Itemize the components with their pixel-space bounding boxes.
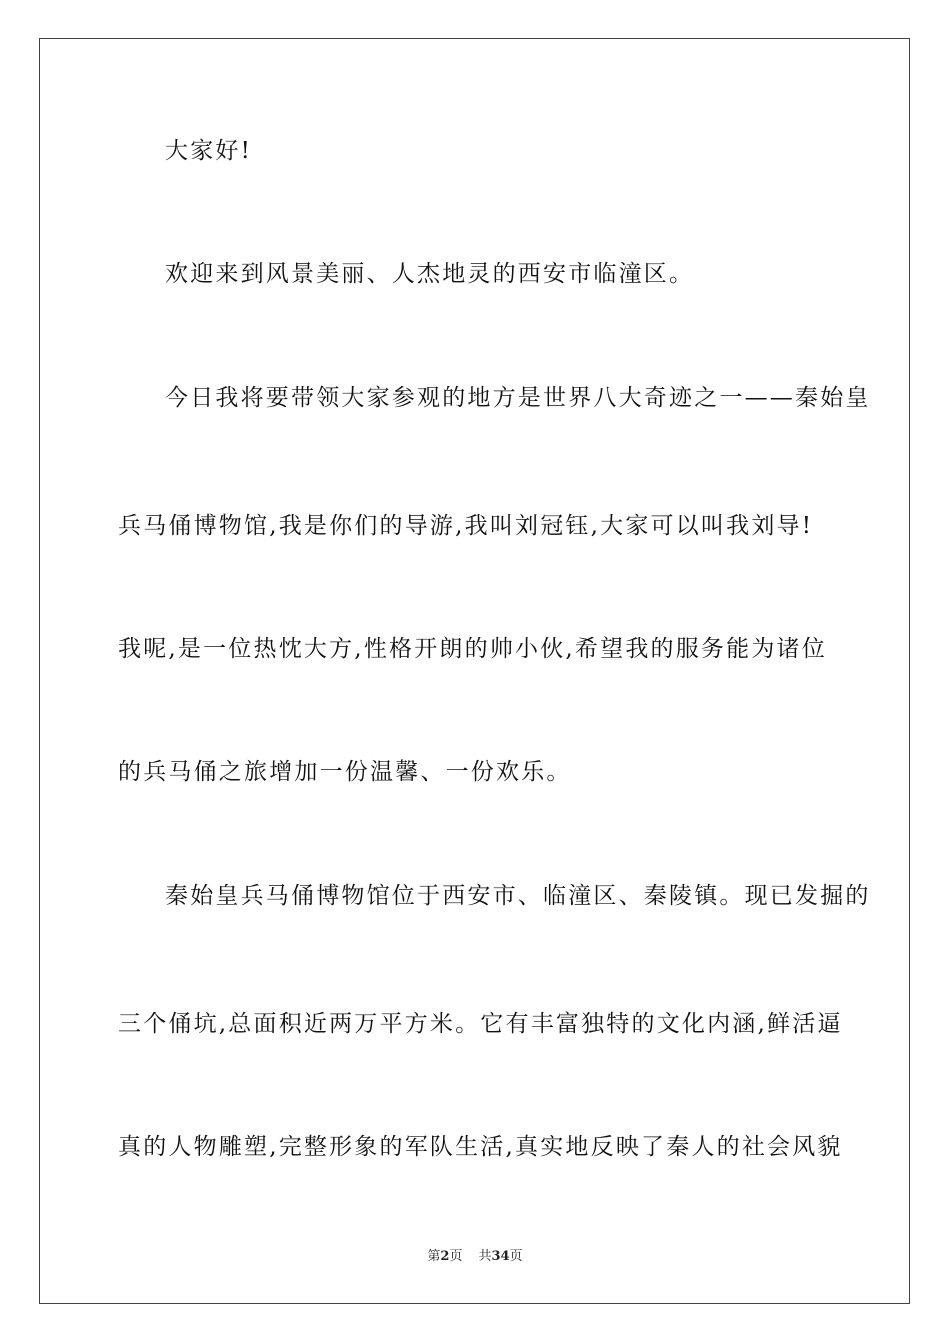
footer-page-prefix: 第	[427, 1249, 441, 1264]
page-frame	[39, 38, 910, 1304]
footer-total-prefix: 共	[478, 1249, 492, 1264]
footer-total-pages: 34	[491, 1249, 510, 1264]
greeting-line: 大家好!	[165, 138, 253, 164]
museum-line-3: 真的人物雕塑,完整形象的军队生活,真实地反映了秦人的社会风貌	[118, 1134, 843, 1160]
intro-line-3: 我呢,是一位热忱大方,性格开朗的帅小伙,希望我的服务能为诸位	[118, 636, 827, 662]
page-footer	[0, 1248, 950, 1266]
museum-line-1: 秦始皇兵马俑博物馆位于西安市、临潼区、秦陵镇。现已发掘的	[165, 883, 871, 909]
museum-line-2: 三个俑坑,总面积近两万平方米。它有丰富独特的文化内涵,鲜活逼	[118, 1011, 843, 1037]
footer-page-suffix: 页	[449, 1249, 463, 1264]
intro-line-1: 今日我将要带领大家参观的地方是世界八大奇迹之一——秦始皇	[165, 385, 871, 411]
intro-line-4: 的兵马俑之旅增加一份温馨、一份欢乐。	[118, 759, 572, 785]
intro-line-2: 兵马俑博物馆,我是你们的导游,我叫刘冠钰,大家可以叫我刘导!	[118, 513, 814, 539]
footer-page-number: 2	[440, 1249, 450, 1264]
welcome-line: 欢迎来到风景美丽、人杰地灵的西安市临潼区。	[165, 261, 695, 287]
footer-total-suffix: 页	[509, 1249, 523, 1264]
